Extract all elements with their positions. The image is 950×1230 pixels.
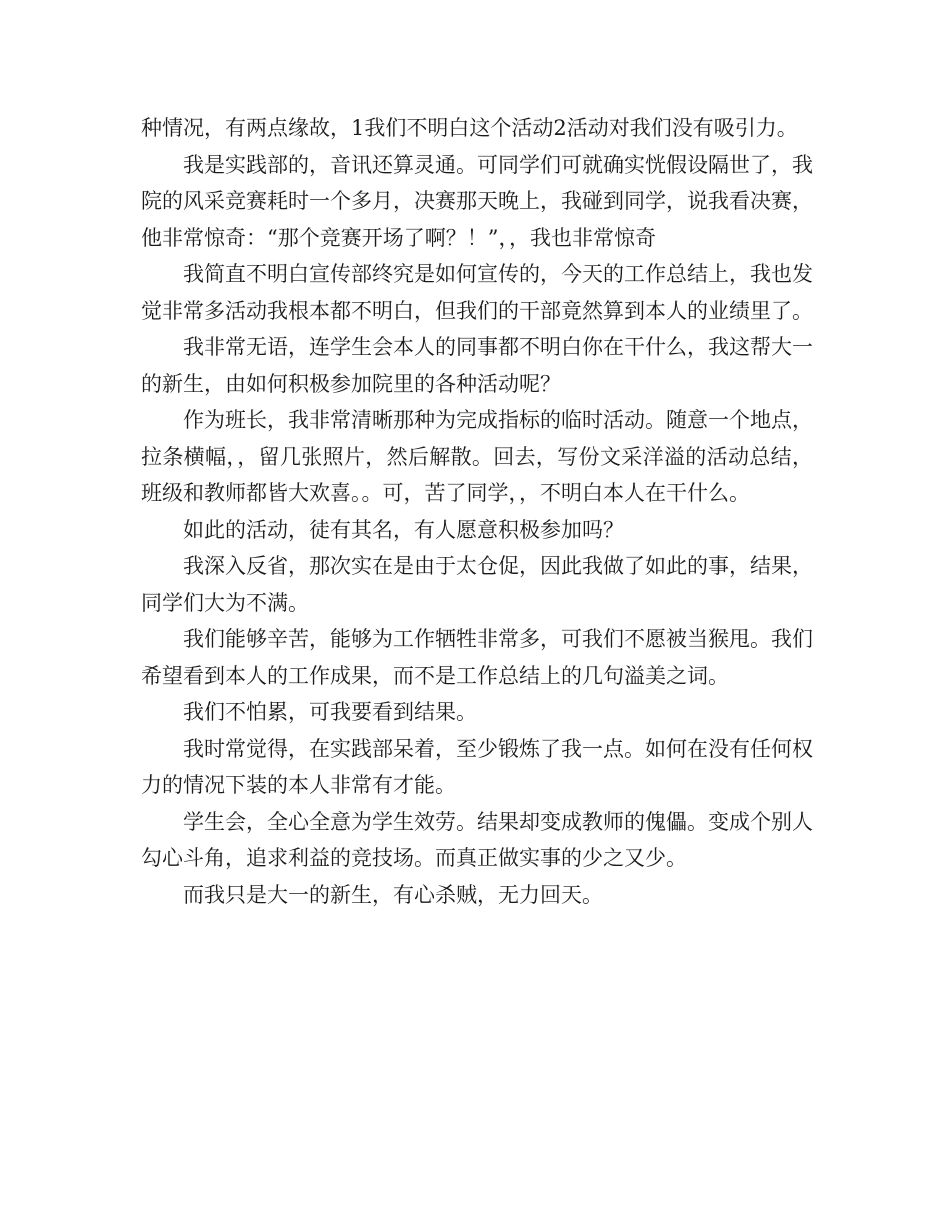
paragraph-6: 如此的活动，徒有其名，有人愿意积极参加吗？ — [183, 517, 624, 542]
paragraph-12: 而我只是大一的新生，有心杀贼，无力回天。 — [183, 882, 603, 907]
paragraph-8: 我们能够辛苦，能够为工作牺牲非常多，可我们不愿被当猴甩。我们希望看到本人的工作成果，而不是工作总结上的几句溢美之词。 — [141, 627, 813, 688]
paragraph-3: 我简直不明白宣传部终究是如何宣传的，今天的工作总结上，我也发觉非常多活动我根本都不明白，但我们的干部竟然算到本人的业绩里了。 — [141, 262, 813, 323]
paragraph-10: 我时常觉得，在实践部呆着，至少锻炼了我一点。如何在没有任何权力的情况下装的本人非常有才能。 — [141, 736, 813, 797]
paragraph-4: 我非常无语，连学生会本人的同事都不明白你在干什么，我这帮大一的新生，由如何积极参加院里的各种活动呢？ — [141, 335, 813, 396]
paragraph-7: 我深入反省，那次实在是由于太仓促，因此我做了如此的事，结果，同学们大为不满。 — [141, 554, 813, 615]
paragraph-9: 我们不怕累，可我要看到结果。 — [183, 700, 477, 724]
paragraph-11: 学生会，全心全意为学生效劳。结果却变成教师的傀儡。变成个别人勾心斗角，追求利益的竞技场。而真正做实事的少之又少。 — [141, 809, 813, 870]
paragraph-1: 种情况，有两点缘故，1我们不明白这个活动2活动对我们没有吸引力。 — [141, 116, 798, 140]
paragraph-2: 我是实践部的，音讯还算灵通。可同学们可就确实恍假设隔世了，我院的风采竞赛耗时一个多月，决赛那天晚上，我碰到同学，说我看决赛，他非常惊奇：“那个竞赛开场了啊？！”，，我也非常惊奇 — [141, 152, 813, 250]
paragraph-5: 作为班长，我非常清晰那种为完成指标的临时活动。随意一个地点，拉条横幅，，留几张照片，然后解散。回去，写份文采洋溢的活动总结，班级和教师都皆大欢喜。。可，苦了同学，，不明白本人在干什么。 — [141, 408, 813, 505]
document-body — [141, 110, 813, 913]
